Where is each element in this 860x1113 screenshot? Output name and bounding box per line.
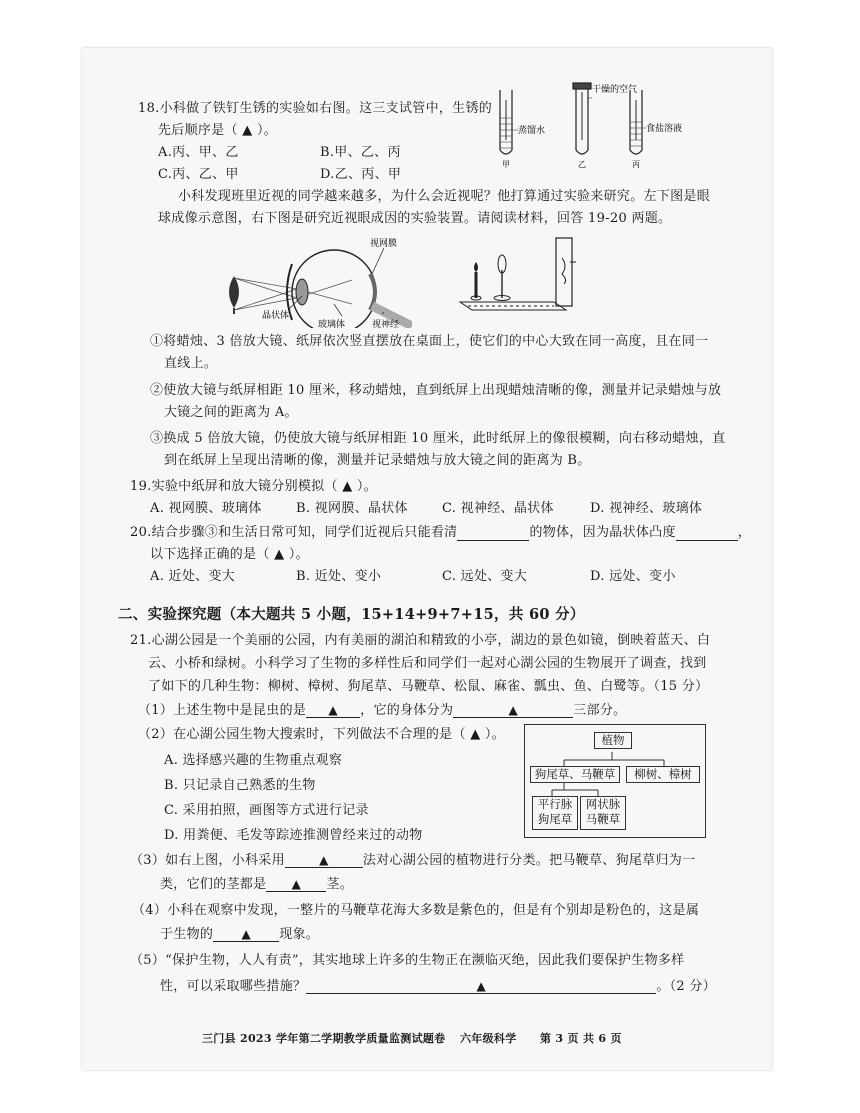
tube3-name: 丙 [632,160,640,169]
q21-intro-line1: 21.心湖公园是一个美丽的公园，内有美丽的湖泊和精致的小亭，湖边的景色如镜，倒映着蓝天、白 [130,633,711,648]
q21-part3-line2: 类，它们的茎都是 ▲ 茎。 [160,877,354,892]
q19-option-a: A. 视网膜、玻璃体 [150,501,262,516]
q19-option-b: B. 视网膜、晶状体 [296,501,408,516]
q18-stem-line2: 先后顺序是（ ▲ ）。 [158,123,278,138]
tube2-name: 乙 [578,160,586,169]
eye-diagram [222,234,412,328]
q21-p2-option-a: A. 选择感兴趣的生物重点观察 [164,753,343,768]
step3-line1: ③换成 5 倍放大镜，仍使放大镜与纸屏相距 10 厘米，此时纸屏上的像很模糊，向右移动蜡烛，直 [150,431,726,446]
tree-leaf-parallel-vein: 平行脉 狗尾草 [532,796,578,830]
q21-p2-option-c: C. 采用拍照，画图等方式进行记录 [164,803,369,818]
tube3-label: 食盐溶液 [646,124,683,134]
q20-blank-2[interactable] [676,526,738,541]
q20-stem-line2: 以下选择正确的是（ ▲ ）。 [150,547,309,562]
apparatus-diagram [458,232,588,316]
q21-p1-blank-2[interactable]: ▲ [453,703,573,718]
tube1-name: 甲 [502,160,510,169]
q20-option-c: C. 远处、变大 [442,569,528,584]
q18-option-d: D.乙、丙、甲 [320,167,402,182]
q21-part3: （3）如右上图，小科采用 ▲ 法对心湖公园的植物进行分类。把马鞭草、狗尾草归为一 [130,853,696,868]
section-2-heading: 二、实验探究题（本大题共 5 小题，15+14+9+7+15，共 60 分） [118,606,585,623]
q21-intro-line2: 云、小桥和绿树。小科学习了生物的多样性后和同学们一起对心湖公园的生物展开了调查，找到 [148,656,707,671]
intro-line1: 小科发现班里近视的同学越来越多，为什么会近视呢？他打算通过实验来研究。左下图是眼 [178,189,711,204]
q21-part1: （1）上述生物中是昆虫的是 ▲ ，它的身体分为 ▲ 三部分。 [138,703,627,718]
q21-p3-blank-2[interactable]: ▲ [266,877,326,892]
q21-p1-blank-1[interactable]: ▲ [306,703,360,718]
footer-subject: 六年级科学 [460,1032,517,1045]
q21-part5-line1: （5）“保护生物，人人有责”，其实地球上许多的生物正在濒临灭绝，因此我们要保护生物多样 [130,953,685,968]
label-vitreous: 玻璃体 [318,320,346,328]
test-tube-figure [488,78,698,170]
q20-stem: 20.结合步骤③和生活日常可知，同学们近视后只能看清 的物体，因为晶状体凸度 ， [130,525,752,540]
q21-p5-blank[interactable]: ▲ [306,979,656,994]
q18-option-c: C.丙、乙、甲 [158,167,239,182]
q20-option-b: B. 近处、变小 [296,569,382,584]
step1-line1: ①将蜡烛、3 倍放大镜、纸屏依次竖直摆放在桌面上，使它们的中心大致在同一高度，且在同一 [150,334,709,349]
step1-line2: 直线上。 [164,356,218,371]
q21-part5-line2: 性，可以采取哪些措施？ ▲ 。（2 分） [160,979,717,994]
q21-part4-line1: （4）小科在观察中发现，一整片的马鞭草花海大多数是紫色的，但是有个别却是粉色的，这是属 [132,903,700,918]
q20-option-a: A. 近处、变大 [150,569,236,584]
step2-line2: 大镜之间的距离为 A。 [164,405,298,420]
q20-blank-1[interactable] [457,526,529,541]
q18-stem-line1: 18.小科做了铁钉生锈的实验如右图。这三支试管中，生锈的 [138,101,493,116]
tree-leaf-net-vein: 网状脉 马鞭草 [580,796,626,830]
q21-intro-line3: 了如下的几种生物：柳树、樟树、狗尾草、马鞭草、松鼠、麻雀、瓢虫、鱼、白鹭等。（15 分） [148,679,709,694]
step3-line2: 到在纸屏上呈现出清晰的像，测量并记录蜡烛与放大镜之间的距离为 B。 [164,453,591,468]
q20-option-d: D. 远处、变小 [590,569,676,584]
q21-p4-blank[interactable]: ▲ [213,927,279,942]
label-lens: 晶状体 [262,311,290,321]
q18-option-b: B.甲、乙、丙 [320,145,401,160]
footer-page-number: 第 3 页 共 6 页 [540,1032,622,1045]
label-optic-nerve: 视神经 [372,320,400,328]
tube1-label: 蒸馏水 [518,126,546,136]
q21-part4-line2: 于生物的 ▲ 现象。 [160,927,320,942]
step2-line1: ②使放大镜与纸屏相距 10 厘米，移动蜡烛，直到纸屏上出现蜡烛清晰的像，测量并记录蜡烛与放 [150,383,722,398]
q21-p2-option-d: D. 用粪便、毛发等踪迹推测曾经来过的动物 [164,828,423,843]
q19-option-d: D. 视神经、玻璃体 [590,501,703,516]
q19-stem: 19.实验中纸屏和放大镜分别模拟（ ▲ ）。 [130,479,378,494]
q21-p3-blank-1[interactable]: ▲ [285,853,363,868]
tube2-label: 干燥的空气 [592,85,638,95]
q18-option-a: A.丙、甲、乙 [158,145,239,160]
q21-part2-stem: （2）在心湖公园生物大搜索时，下列做法不合理的是（ ▲ ）。 [138,727,506,742]
q19-option-c: C. 视神经、晶状体 [442,501,554,516]
footer-exam-title: 三门县 2023 学年第二学期教学质量监测试题卷 [202,1032,446,1045]
label-retina: 视网膜 [370,239,398,249]
q21-p2-option-b: B. 只记录自己熟悉的生物 [164,778,316,793]
tree-node-root: 植物 [594,732,632,749]
intro-line2: 球成像示意图，右下图是研究近视眼成因的实验装置。请阅读材料，回答 19-20 两题。 [158,211,672,226]
tree-node-right: 柳树、樟树 [626,766,700,783]
tree-node-left: 狗尾草、马鞭草 [530,766,620,783]
